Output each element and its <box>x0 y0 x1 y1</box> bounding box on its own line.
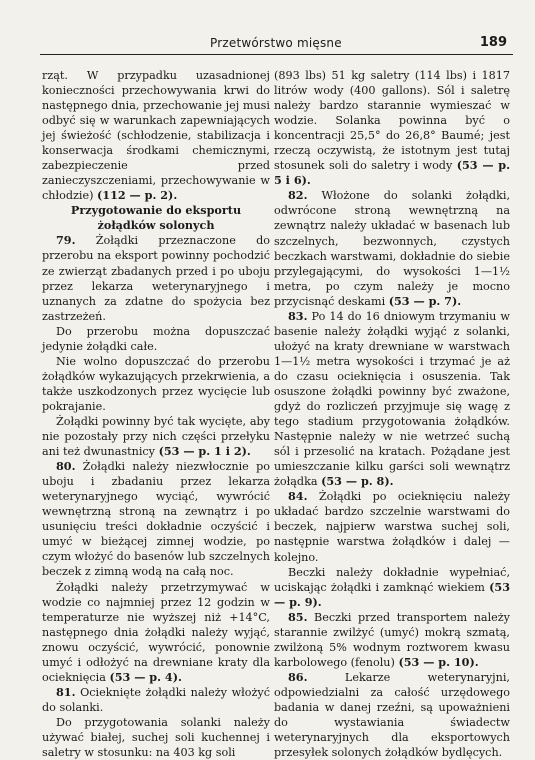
paragraph-81c: (893 lbs) 51 kg saletry (114 lbs) i 1817 litrów wody (400 gallons). Sól i saletrę należy bardzo starannie wymieszać w wodzie. Solanka powinna być o koncentracji 25,5° do 26,8° Baumé; jest rzeczą oczywistą, że istotnym jest tutaj stosunek soli do saletry i wody (53 — p. 5 i 6). <box>274 69 510 188</box>
paragraph-80b: Żołądki należy przetrzymywać w wodzie co najmniej przez 12 godzin w temperaturze nie wyższej niż +14°C, następnego dnia żołądki należy wyjąć, znowu oczyścić, wywrócić, ponownie umyć i odłożyć na drewniane kraty dla ocieknięcia (53 — p. 4). <box>42 580 270 684</box>
paragraph-83: 83. Po 14 do 16 dniowym trzymaniu w basenie należy żołądki wyjąć z solanki, ułożyć na kraty drewniane w warstwach 1—1½ metra wysokości i trzymać je aż do czasu ocieknięcia i osuszenia. Tak osuszone żołądki powinny być zważone, gdyż do rozliczeń przyjmuje się wagę z tego stadium przygotowania żołądków. Następnie należy w nie wetrzeć suchą sól i przesolić na kratach. Pożądane jest umieszczanie kilku garści soli wewnątrz żołądka (53 — p. 8). <box>274 308 510 489</box>
left-column <box>42 68 270 760</box>
paragraph-80: 80. Żołądki należy niezwłocznie po uboju i zbadaniu przez lekarza weterynaryjnego wyciąć, wywrócić wewnętrzną stroną na zewnątrz i po usunięciu treści dokładnie oczyścić i umyć w bieżącej zimnej wodzie, po czym włożyć do basenów lub szczelnych beczek z zimną wodą na całą noc. <box>42 459 270 579</box>
running-title: Przetwórstwo mięsne <box>210 36 342 50</box>
paragraph-81b: Do przygotowania solanki należy używać białej, suchej soli kuchennej i saletry w stosunku: na 403 kg soli <box>42 715 270 760</box>
paragraph-85: 85. Beczki przed transportem należy starannie zwilżyć (umyć) mokrą szmatą, zwilżoną 5% wodnym roztworem kwasu karbolowego (fenolu) (53 — p. 10). <box>274 609 511 669</box>
paragraph-79b: Do przerobu można dopuszczać jedynie żołądki całe. <box>42 324 270 353</box>
paragraph-continuation: rząt. W przypadku uzasadnionej konieczności przechowywania krwi do następnego dnia, przechowanie jej musi odbyć się w warunkach zapewniających jej świeżość (schłodzenie, stabilizacja i konserwacja środkami chemicznymi, zabezpieczenie przed zanieczyszczeniami, przechowywanie w chłodzie) (112 — p. 2). <box>42 69 270 203</box>
paragraph-79c: Nie wolno dopuszczać do przerobu żołądków wykazujących przekrwienia, a także uszkodzonych przez wycięcie lub pokrajanie. <box>42 354 270 413</box>
paragraph-79d: Żołądki powinny być tak wycięte, aby nie pozostały przy nich części przełyku ani też dwunastnicy (53 — p. 1 i 2). <box>42 414 270 459</box>
page-header <box>40 34 513 55</box>
paragraph-82: 82. Włożone do solanki żołądki, odwrócone stroną wewnętrzną na zewnątrz należy układać w basenach lub szczelnych, bezwonnych, czystych beczkach warstwami, dokładnie do siebie przylegającymi, do wysokości 1—1½ metra, po czym należy je mocno przycisnąć deskami (53 — p. 7). <box>274 188 511 308</box>
paragraph-81: 81. Ocieknięte żołądki należy włożyć do solanki. <box>42 684 270 714</box>
paragraph-79: 79. Żołądki przeznaczone do przerobu na eksport powinny pochodzić ze zwierząt zbadanych przed i po uboju przez lekarza weterynaryjnego i uznanych za zdatne do spożycia bez zastrzeżeń. <box>42 233 270 323</box>
right-column <box>274 68 510 760</box>
page-number: 189 <box>479 35 507 50</box>
paragraph-84: 84. Żołądki po ocieknięciu należy układać bardzo szczelnie warstwami do beczek, najpierw warstwa suchej soli, następnie warstwa żołądków i dalej — kolejno. <box>274 489 510 564</box>
section-heading: Przygotowanie do eksportu żołądków solonych <box>70 203 242 233</box>
paragraph-84b: Beczki należy dokładnie wypełniać, uciskając żołądki i zamknąć wiekiem (53 — p. 9). <box>274 565 510 609</box>
paragraph-86: 86. Lekarze weterynaryjni, odpowiedzialni za całość urzędowego badania w danej rzeźni, są upoważnieni do wystawiania świadectw weterynaryjnych dla eksportowych przesyłek solonych żołądków bydlęcych. <box>274 669 510 760</box>
